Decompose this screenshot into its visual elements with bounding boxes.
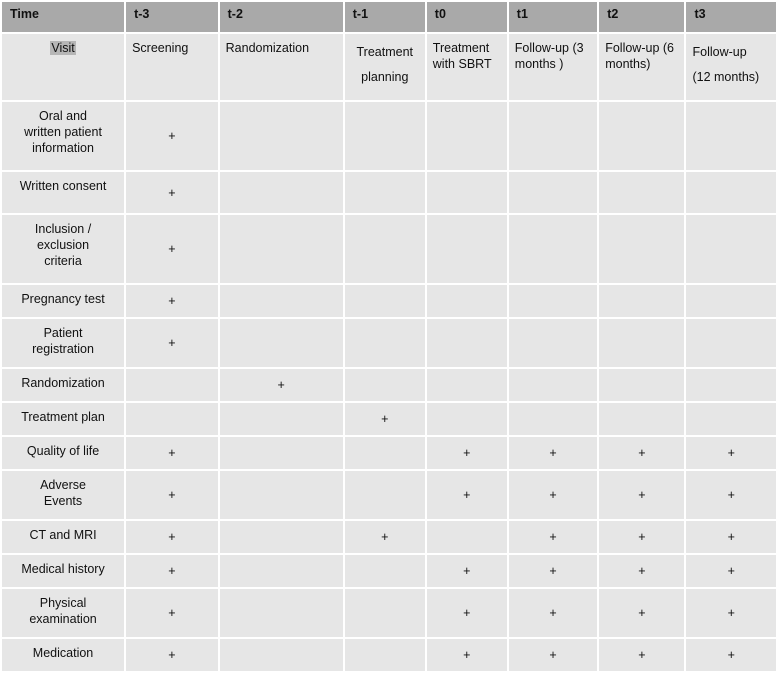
procedure-label xyxy=(1,554,125,588)
procedure-label xyxy=(1,470,125,520)
schedule-cell xyxy=(426,101,508,171)
schedule-cell xyxy=(685,588,777,638)
plus-mark: + xyxy=(727,564,735,578)
plus-mark: + xyxy=(463,564,471,578)
visit-fu12-line2: (12 months) xyxy=(692,70,760,84)
visit-fu6-line1: Follow-up (6 xyxy=(605,41,674,55)
table-row xyxy=(1,436,777,470)
visit-label: Visit xyxy=(51,41,75,55)
schedule-cell xyxy=(344,318,426,368)
table-row xyxy=(1,520,777,554)
procedure-label-line: Events xyxy=(43,494,83,508)
schedule-cell xyxy=(426,436,508,470)
schedule-cell xyxy=(598,402,685,436)
visit-label-cell xyxy=(1,33,125,101)
procedure-label-line: Oral and xyxy=(39,109,87,123)
schedule-cell xyxy=(598,638,685,672)
procedure-label xyxy=(1,402,125,436)
schedule-cell xyxy=(426,171,508,214)
schedule-cell xyxy=(344,554,426,588)
procedure-label-line: criteria xyxy=(44,254,82,268)
schedule-cell xyxy=(125,638,219,672)
procedure-label xyxy=(1,588,125,638)
procedure-label-line: information xyxy=(32,141,94,155)
visit-fu12-line1: Follow-up xyxy=(692,45,747,59)
schedule-cell xyxy=(219,318,344,368)
plus-mark: + xyxy=(168,242,176,256)
plus-mark: + xyxy=(168,446,176,460)
schedule-cell xyxy=(685,101,777,171)
schedule-cell xyxy=(125,318,219,368)
procedure-label-line: registration xyxy=(32,342,94,356)
table-row xyxy=(1,318,777,368)
schedule-cell xyxy=(344,214,426,284)
schedule-cell xyxy=(426,588,508,638)
procedure-label-line: Quality of life xyxy=(26,444,100,458)
schedule-cell xyxy=(219,554,344,588)
schedule-cell xyxy=(344,171,426,214)
procedure-label-line: Inclusion / xyxy=(34,222,92,236)
schedule-cell xyxy=(685,368,777,402)
schedule-cell xyxy=(508,284,598,318)
schedule-cell xyxy=(508,368,598,402)
procedure-label xyxy=(1,284,125,318)
schedule-cell xyxy=(219,470,344,520)
procedure-label xyxy=(1,638,125,672)
plus-mark: + xyxy=(638,606,646,620)
plus-mark: + xyxy=(727,648,735,662)
plus-mark: + xyxy=(727,606,735,620)
visit-row xyxy=(1,33,777,101)
plus-mark: + xyxy=(381,530,389,544)
procedure-label xyxy=(1,171,125,214)
schedule-cell xyxy=(426,284,508,318)
schedule-cell xyxy=(344,470,426,520)
schedule-cell xyxy=(598,214,685,284)
procedure-label-line: exclusion xyxy=(36,238,90,252)
visit-randomization: Randomization xyxy=(219,33,344,101)
procedure-label xyxy=(1,368,125,402)
procedure-label-line: Physical xyxy=(39,596,87,610)
schedule-cell xyxy=(598,318,685,368)
procedure-label-line: Patient xyxy=(43,326,83,340)
schedule-cell xyxy=(426,368,508,402)
schedule-cell xyxy=(125,470,219,520)
plus-mark: + xyxy=(549,606,557,620)
time-header-t-2: t-2 xyxy=(219,1,344,33)
time-header-t0: t0 xyxy=(426,1,508,33)
schedule-cell xyxy=(125,214,219,284)
schedule-cell xyxy=(219,402,344,436)
schedule-cell xyxy=(219,284,344,318)
schedule-cell xyxy=(508,588,598,638)
plus-mark: + xyxy=(168,294,176,308)
plus-mark: + xyxy=(277,378,285,392)
time-header-t-1: t-1 xyxy=(344,1,426,33)
plus-mark: + xyxy=(168,336,176,350)
schedule-cell xyxy=(685,520,777,554)
procedure-label xyxy=(1,520,125,554)
visit-sbrt-line2: with SBRT xyxy=(432,57,492,71)
time-header-t2: t2 xyxy=(598,1,685,33)
schedule-cell xyxy=(685,638,777,672)
procedure-label-line: Treatment plan xyxy=(21,410,105,424)
time-header-label: Time xyxy=(1,1,125,33)
schedule-cell xyxy=(685,284,777,318)
schedule-cell xyxy=(344,520,426,554)
table-row xyxy=(1,171,777,214)
schedule-cell xyxy=(219,520,344,554)
procedure-label-line: Medical history xyxy=(21,562,105,576)
schedule-cell xyxy=(508,402,598,436)
time-header-t-3: t-3 xyxy=(125,1,219,33)
procedure-label-line: CT and MRI xyxy=(29,528,97,542)
schedule-cell xyxy=(344,402,426,436)
schedule-cell xyxy=(685,318,777,368)
visit-fu6-line2: months) xyxy=(605,57,651,71)
schedule-cell xyxy=(598,436,685,470)
visit-follow-up-3 xyxy=(508,33,598,101)
plus-mark: + xyxy=(168,648,176,662)
table-row xyxy=(1,214,777,284)
plus-mark: + xyxy=(168,530,176,544)
plus-mark: + xyxy=(549,530,557,544)
procedure-label xyxy=(1,318,125,368)
table-row xyxy=(1,284,777,318)
schedule-cell xyxy=(426,402,508,436)
schedule-cell xyxy=(685,436,777,470)
plus-mark: + xyxy=(168,488,176,502)
schedule-cell xyxy=(219,436,344,470)
visit-screening: Screening xyxy=(125,33,219,101)
schedule-cell xyxy=(426,318,508,368)
schedule-cell xyxy=(508,470,598,520)
table-row xyxy=(1,638,777,672)
schedule-cell xyxy=(685,470,777,520)
schedule-cell xyxy=(598,368,685,402)
schedule-cell xyxy=(426,554,508,588)
time-header-row xyxy=(1,1,777,33)
schedule-cell xyxy=(344,588,426,638)
schedule-cell xyxy=(598,101,685,171)
schedule-cell xyxy=(598,588,685,638)
plus-mark: + xyxy=(463,606,471,620)
plus-mark: + xyxy=(463,648,471,662)
visit-fu3-line2: months ) xyxy=(514,57,564,71)
plus-mark: + xyxy=(549,564,557,578)
table-row xyxy=(1,402,777,436)
schedule-cell xyxy=(685,402,777,436)
plus-mark: + xyxy=(549,488,557,502)
schedule-cell xyxy=(426,470,508,520)
plus-mark: + xyxy=(638,446,646,460)
plus-mark: + xyxy=(638,530,646,544)
schedule-cell xyxy=(125,554,219,588)
schedule-cell xyxy=(598,284,685,318)
visit-planning-line1: Treatment xyxy=(356,45,414,59)
plus-mark: + xyxy=(549,648,557,662)
visit-follow-up-12 xyxy=(685,33,777,101)
visit-planning-line2: planning xyxy=(361,70,409,84)
schedule-cell xyxy=(344,368,426,402)
schedule-cell xyxy=(219,638,344,672)
schedule-cell xyxy=(508,318,598,368)
procedure-rows xyxy=(1,101,777,672)
time-header-t1: t1 xyxy=(508,1,598,33)
plus-mark: + xyxy=(381,412,389,426)
procedure-label-line: Medication xyxy=(32,646,94,660)
plus-mark: + xyxy=(168,185,176,200)
schedule-cell xyxy=(219,214,344,284)
schedule-cell xyxy=(125,368,219,402)
visit-follow-up-6 xyxy=(598,33,685,101)
schedule-cell xyxy=(508,520,598,554)
procedure-label-line: Pregnancy test xyxy=(21,292,105,306)
schedule-cell xyxy=(508,554,598,588)
plus-mark: + xyxy=(638,488,646,502)
time-header-t3: t3 xyxy=(685,1,777,33)
schedule-cell xyxy=(598,554,685,588)
procedure-label-line: Randomization xyxy=(21,376,105,390)
schedule-cell xyxy=(598,171,685,214)
plus-mark: + xyxy=(463,488,471,502)
schedule-cell xyxy=(125,520,219,554)
table-row xyxy=(1,554,777,588)
plus-mark: + xyxy=(168,564,176,578)
visit-treatment-sbrt xyxy=(426,33,508,101)
schedule-cell xyxy=(125,101,219,171)
table-row xyxy=(1,368,777,402)
procedure-label xyxy=(1,436,125,470)
schedule-cell xyxy=(125,588,219,638)
table-row xyxy=(1,101,777,171)
schedule-cell xyxy=(685,214,777,284)
procedure-label-line: Adverse xyxy=(40,478,86,492)
procedure-label xyxy=(1,101,125,171)
plus-mark: + xyxy=(638,648,646,662)
schedule-cell xyxy=(508,101,598,171)
procedure-label-line: Written consent xyxy=(19,179,107,193)
schedule-cell xyxy=(219,368,344,402)
schedule-cell xyxy=(344,284,426,318)
plus-mark: + xyxy=(463,446,471,460)
plus-mark: + xyxy=(549,446,557,460)
visit-treatment-planning xyxy=(344,33,426,101)
plus-mark: + xyxy=(168,606,176,620)
schedule-cell xyxy=(219,101,344,171)
schedule-cell xyxy=(344,436,426,470)
visit-fu3-line1: Follow-up (3 xyxy=(514,41,584,55)
schedule-cell xyxy=(685,171,777,214)
schedule-cell xyxy=(426,638,508,672)
procedure-label-line: written patient xyxy=(24,125,102,139)
schedule-cell xyxy=(125,436,219,470)
plus-mark: + xyxy=(727,446,735,460)
plus-mark: + xyxy=(638,564,646,578)
schedule-cell xyxy=(344,638,426,672)
schedule-cell xyxy=(598,470,685,520)
schedule-cell xyxy=(426,214,508,284)
schedule-cell xyxy=(508,436,598,470)
table-row xyxy=(1,470,777,520)
schedule-cell xyxy=(508,638,598,672)
schedule-cell xyxy=(344,101,426,171)
procedure-label-line: examination xyxy=(29,612,97,626)
schedule-cell xyxy=(125,171,219,214)
visit-sbrt-line1: Treatment xyxy=(432,41,490,55)
table-row xyxy=(1,588,777,638)
plus-mark: + xyxy=(727,488,735,502)
schedule-cell xyxy=(685,554,777,588)
procedure-label xyxy=(1,214,125,284)
schedule-cell xyxy=(125,284,219,318)
schedule-cell xyxy=(219,588,344,638)
schedule-cell xyxy=(508,171,598,214)
plus-mark: + xyxy=(168,129,176,143)
schedule-cell xyxy=(125,402,219,436)
schedule-cell xyxy=(598,520,685,554)
schedule-cell xyxy=(426,520,508,554)
plus-mark: + xyxy=(727,530,735,544)
schedule-cell xyxy=(219,171,344,214)
schedule-cell xyxy=(508,214,598,284)
